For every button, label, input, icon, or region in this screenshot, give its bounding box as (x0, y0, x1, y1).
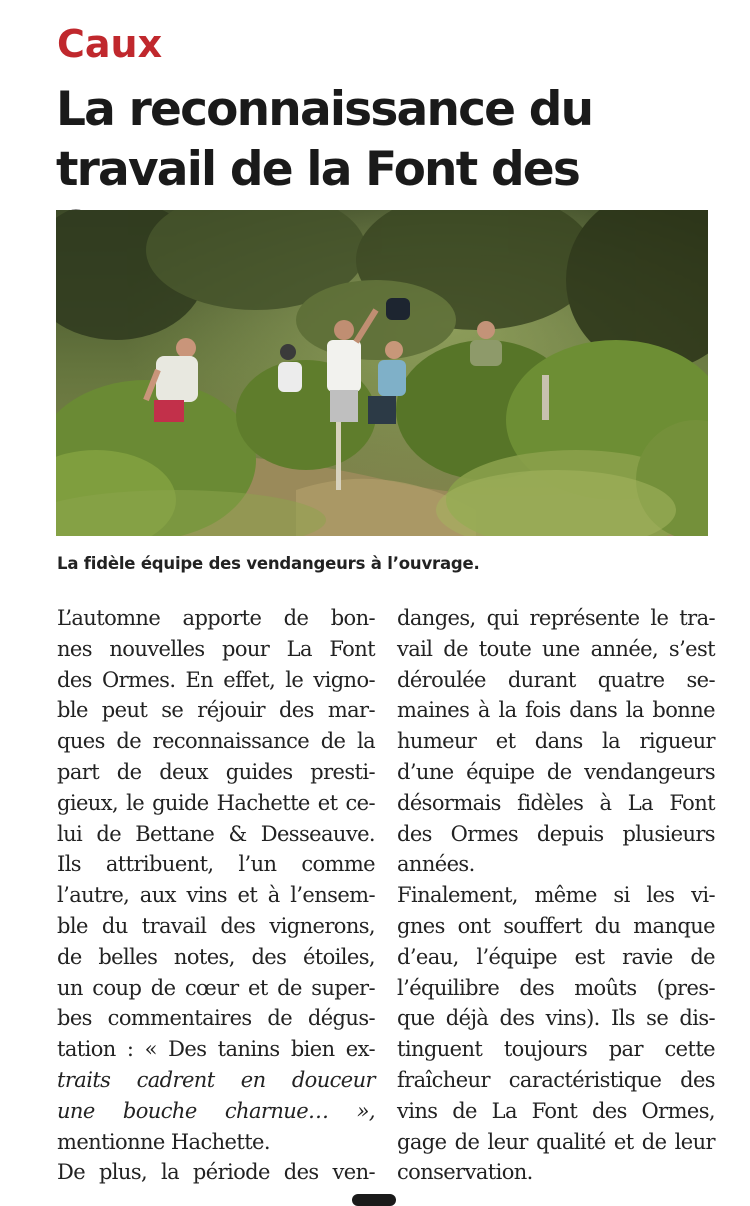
article-text-line: l’équilibre des moûts (pres- (397, 975, 715, 1000)
article-text-line: tinguent toujours par cette (397, 1037, 715, 1062)
article-text-line: d’eau, l’équipe est ravie de (397, 944, 715, 969)
article-text-line: vail de toute une année, s’est (397, 636, 715, 661)
article-text-line: traits cadrent en douceur (57, 1067, 375, 1092)
article-text-line: nes nouvelles pour La Font (57, 636, 375, 661)
article-text-line: de belles notes, des étoiles, (57, 944, 375, 969)
article-text-line: tation : « Des tanins bien ex- (57, 1037, 375, 1062)
article-text-line: ble peut se réjouir des mar- (57, 698, 375, 723)
photo-caption: La fidèle équipe des vendangeurs à l’ouvrage. (57, 554, 480, 573)
article-text-line: des Ormes. En effet, le vigno- (57, 667, 375, 692)
article-text-line: d’une équipe de vendangeurs (397, 759, 715, 784)
article-text-line: humeur et dans la rigueur (397, 729, 715, 754)
article-text-line: maines à la fois dans la bonne (397, 698, 715, 723)
article-text-line: un coup de cœur et de super- (57, 975, 375, 1000)
article-text-line: Finalement, même si les vi- (397, 883, 715, 908)
article-text-line: lui de Bettane & Desseauve. (57, 821, 375, 846)
page-marker (352, 1194, 396, 1206)
section-kicker: Caux (57, 22, 163, 66)
article-text-line: l’autre, aux vins et à l’ensem- (57, 883, 375, 908)
article-photo (56, 210, 708, 536)
headline-line-1: La reconnaissance du (56, 82, 593, 137)
article-text-line: désormais fidèles à La Font (397, 790, 715, 815)
article-text-line: vins de La Font des Ormes, (397, 1098, 715, 1123)
article-text-line: bes commentaires de dégus- (57, 1006, 375, 1031)
article-text-line: gage de leur qualité et de leur (397, 1129, 715, 1154)
headline-line-2: travail de la Font des (56, 142, 580, 197)
article-column-left (57, 603, 375, 1188)
article-text-line: conservation. (397, 1160, 533, 1185)
article-text-line: danges, qui représente le tra- (397, 606, 715, 630)
article-text-line: que déjà des vins). Ils se dis- (397, 1006, 715, 1031)
article-text-line: gieux, le guide Hachette et ce- (57, 790, 375, 815)
article-column-right (397, 603, 715, 1188)
article-text-line: Ils attribuent, l’un comme (57, 852, 375, 877)
article-text-line: ble du travail des vignerons, (57, 913, 375, 938)
article-text-line: mentionne Hachette. (57, 1129, 270, 1154)
article-text-line: L’automne apporte de bon- (57, 606, 375, 630)
article-text-line: une bouche charnue… », (57, 1098, 375, 1123)
article-text-line: gnes ont souffert du manque (397, 913, 715, 938)
article-text-line: déroulée durant quatre se- (397, 667, 715, 692)
article-text-line: des Ormes depuis plusieurs (397, 821, 715, 846)
article-text-line: ques de reconnaissance de la (57, 729, 375, 754)
article-text-line: fraîcheur caractéristique des (397, 1067, 715, 1092)
article-text-line: De plus, la période des ven- (57, 1160, 375, 1185)
article-text-line: années. (397, 852, 475, 877)
article-text-line: part de deux guides presti- (57, 759, 375, 784)
